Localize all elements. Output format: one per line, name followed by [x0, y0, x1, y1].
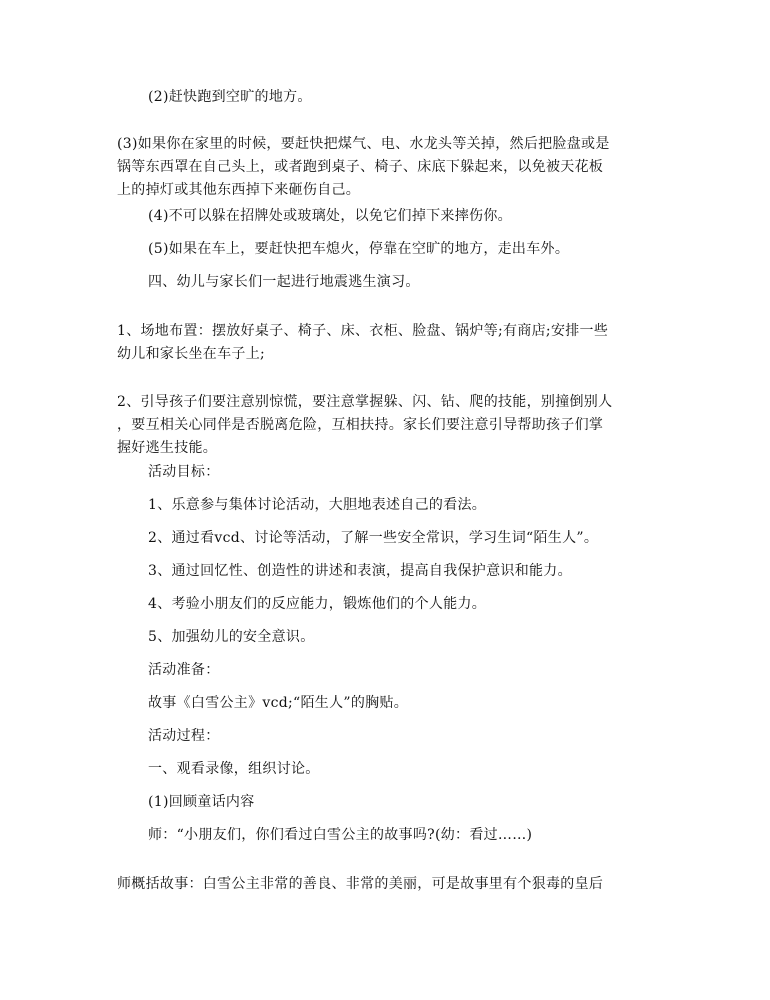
process-step-1: 一、观看录像，组织讨论。 [148, 761, 320, 777]
heading-activity-process: 活动过程： [148, 728, 220, 744]
paragraph-line: 幼儿和家长坐在车子上; [117, 346, 266, 362]
paragraph-line: 握好逃生技能。 [117, 440, 218, 456]
goal-item-5: 5、加强幼儿的安全意识。 [148, 629, 315, 645]
paragraph-line: 上的掉灯或其他东西掉下来砸伤自己。 [117, 182, 361, 198]
paragraph-story-summary: 师概括故事：白雪公主非常的善良、非常的美丽，可是故事里有个狠毒的皇后 [117, 876, 604, 892]
section-heading-drill: 四、幼儿与家长们一起进行地震逃生演习。 [148, 274, 420, 290]
heading-activity-preparation: 活动准备： [148, 662, 220, 678]
paragraph-line: 2、引导孩子们要注意别惊慌，要注意掌握躲、闪、钻、爬的技能，别撞倒别人 [117, 394, 613, 410]
paragraph-escape-open-area: (2)赶快跑到空旷的地方。 [148, 89, 312, 105]
paragraph-line: 锅等东西罩在自己头上，或者跑到桌子、椅子、床底下躲起来，以免被天花板 [117, 159, 604, 175]
paragraph-line: 1、场地布置：摆放好桌子、椅子、床、衣柜、脸盘、锅炉等;有商店;安排一些 [117, 323, 609, 339]
paragraph-guide-children [117, 391, 662, 460]
paragraph-avoid-signs: (4)不可以躲在招牌处或玻璃处，以免它们掉下来摔伤你。 [148, 208, 512, 224]
paragraph-venue-setup [117, 320, 662, 366]
paragraph-line: (3)如果你在家里的时候，要赶快把煤气、电、水龙头等关掉，然后把脸盘或是 [117, 136, 610, 152]
paragraph-line: ，要互相关心同伴是否脱离危险，互相扶持。家长们要注意引导帮助孩子们掌 [117, 417, 604, 433]
heading-activity-goals: 活动目标： [148, 464, 220, 480]
goal-item-4: 4、考验小朋友们的反应能力，锻炼他们的个人能力。 [148, 596, 487, 612]
goal-item-1: 1、乐意参与集体讨论活动，大胆地表述自己的看法。 [148, 497, 487, 513]
paragraph-in-car: (5)如果在车上，要赶快把车熄火，停靠在空旷的地方，走出车外。 [148, 241, 570, 257]
paragraph-at-home [117, 133, 662, 202]
goal-item-3: 3、通过回忆性、创造性的讲述和表演，提高自我保护意识和能力。 [148, 563, 572, 579]
teacher-dialogue: 师：“小朋友们，你们看过白雪公主的故事吗?(幼：看过……) [148, 827, 533, 843]
process-substep-review: (1)回顾童话内容 [148, 794, 255, 810]
goal-item-2: 2、通过看vcd、讨论等活动，了解一些安全常识，学习生词“陌生人”。 [148, 530, 599, 546]
preparation-text: 故事《白雪公主》vcd;“陌生人”的胸贴。 [148, 695, 409, 711]
